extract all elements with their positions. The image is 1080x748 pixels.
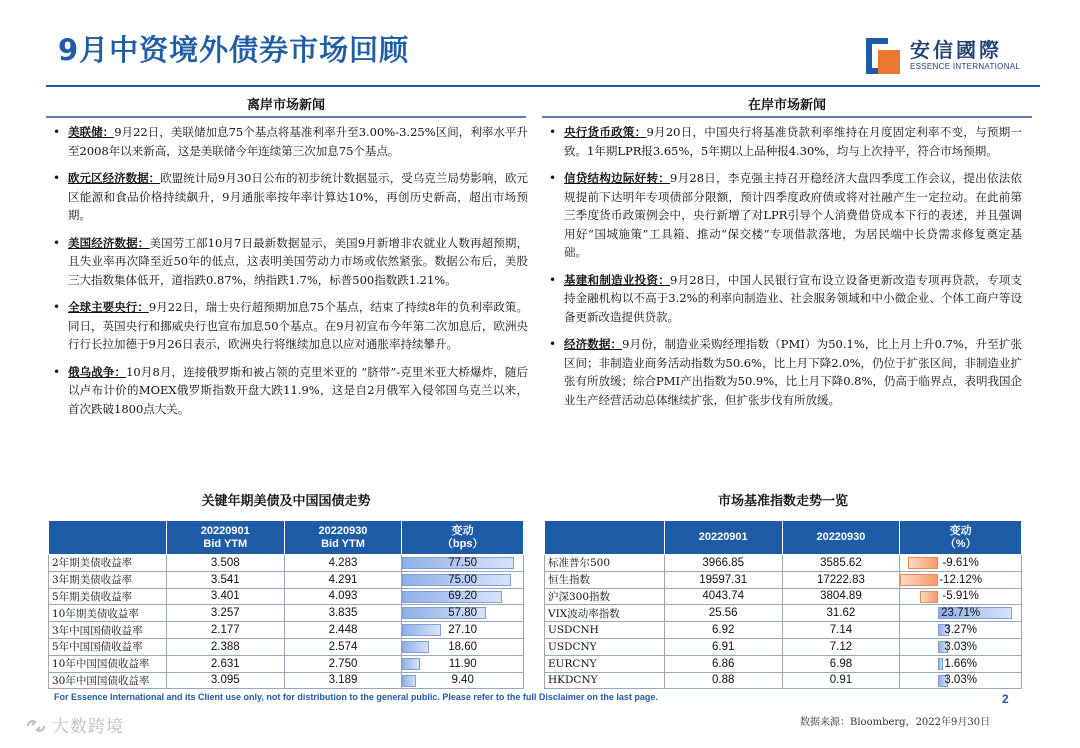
row-change-cell [402,622,524,639]
row-name: 3年期美债收益率 [49,571,167,588]
onshore-heading-rule [542,116,1032,118]
row-change-value: -12.12% [939,573,983,586]
table-row [545,655,1022,672]
row-value-end: 0.91 [782,672,900,689]
brand-logo [866,34,1026,76]
row-name: 2年期美债收益率 [49,555,167,572]
news-item-text: 欧盟统计局9月30日公布的初步统计数据显示，受乌克兰局势影响，欧元区能源和食品价格持续飙升，9月通胀率按年率计算达10%，再创历史新高，超出市场预期。 [68,171,528,222]
table-row [49,555,524,572]
change-bar [402,658,419,670]
news-item-text: 9月28日，李克强主持召开稳经济大盘四季度工作会议，提出依法依规提前下达明年专项债部分限额，预计四季度政府债或将对社融产生一定拉动。在此前第三季度货币政策例会中，央行新增了对LPR引导个人消费借贷成本下行的表述，并且强调用好“国城施策”工具箱、推动“保交楼”专项借款落地，为居民端中长贷需求修复奠定基础。 [564,171,1022,259]
index-header-change: 变动 （%） [900,521,1022,555]
row-value-end: 2.574 [284,638,402,655]
row-change-cell [402,672,524,689]
news-item-label: 信贷结构边际好转： [564,171,670,185]
row-change-value: 3.03% [944,640,977,653]
watermark [24,712,124,737]
change-bar [908,557,938,569]
row-change-value: -5.91% [942,590,979,603]
row-value-end: 7.12 [782,638,900,655]
news-item-text: 9月22日，瑞士央行超预期加息75个基点，结束了持续8年的负利率政策。同日，英国央行和挪威央行也宣布加息50个基点。在9月初宣布今年第二次加息后，欧洲央行行长拉加德于9月26日表示，欧洲央行将继续加息以应对通胀率持续攀升。 [68,300,528,351]
offshore-news-item [48,234,528,290]
row-name: 标准普尔500 [545,555,665,572]
onshore-news-item [544,123,1022,160]
index-header-col1: 20220901 [664,521,782,555]
news-item-label: 央行货币政策： [564,125,647,139]
row-change-value: 27.10 [448,624,478,637]
row-value-end: 7.14 [782,622,900,639]
table-row [545,622,1022,639]
news-item-label: 美联储： [68,125,115,139]
offshore-heading-text: 离岸市场新闻 [246,98,325,113]
table-row [49,638,524,655]
table-row [545,588,1022,605]
offshore-news-item [48,298,528,354]
row-value-start: 3.401 [166,588,284,605]
news-item-label: 俄乌战争： [68,364,127,379]
row-name: 恒生指数 [545,571,665,588]
change-bar [402,675,416,687]
row-name: 5年期美债收益率 [49,588,167,605]
bond-header-name [49,521,167,555]
bond-yield-table [48,520,524,689]
table-row [49,571,524,588]
news-item-label: 基建和制造业投资： [564,272,670,287]
page-number: 2 [1002,692,1009,706]
news-item-text: 9月份，制造业采购经理指数（PMI）为50.1%，比上月上升0.7%，升至扩张区间；非制造业商务活动指数为50.6%，比上月下降2.0%，仍位于扩张区间，非制造业扩张有所放缓；综合PMI产出指数为50.9%，比上月下降0.8%，仍高于临界点，表明我国企业生产经营活动总体继续扩张，但扩张步伐有所放缓。 [564,337,1023,407]
row-value-end: 3.189 [284,672,402,689]
onshore-news-item [544,335,1022,409]
onshore-news-item [544,169,1022,262]
offshore-heading [46,94,526,113]
watermark-text: 大数跨境 [52,717,124,737]
row-value-end: 3804.89 [782,588,900,605]
row-change-cell [900,571,1022,588]
offshore-news-list [48,123,528,427]
row-change-value: 1.66% [944,657,977,670]
row-name: 10年中国国债收益率 [49,655,167,672]
table-row [49,655,524,672]
disclaimer: For Essence International and its Client use only, not for distribution to the general public. Please refer to the full Disclaimer on the last page. [54,692,658,702]
bond-header-change: 变动 （bps） [402,521,524,555]
row-value-start: 6.91 [664,638,782,655]
news-item-label: 欧元区经济数据： [68,171,161,185]
row-name: 5年中国国债收益率 [49,638,167,655]
index-table-title: 市场基准指数走势一览 [717,494,848,509]
row-value-end: 2.448 [284,622,402,639]
row-change-cell [402,605,524,622]
bond-header-col1: 20220901 Bid YTM [166,521,284,555]
row-value-end: 3.835 [284,605,402,622]
change-bar [402,641,429,653]
row-value-start: 4043.74 [664,588,782,605]
index-header-col2: 20220930 [782,521,900,555]
row-value-start: 25.56 [664,605,782,622]
row-value-start: 3966.85 [664,555,782,572]
row-change-cell [900,622,1022,639]
data-source: 数据来源：Bloomberg，2022年9月30日 [800,717,991,728]
brand-subtitle: ESSENCE INTERNATIONAL [910,62,1021,71]
row-name: EURCNY [545,655,665,672]
news-item-text: 9月28日，中国人民银行宣布设立设备更新改造专项再贷款，专项支持金融机构以不高于3.2%的利率向制造业、社会服务领域和中小微企业、个体工商户等设备更新改造提供贷款。 [564,272,1022,324]
news-item-text: 10月8月，连接俄罗斯和被占领的克里米亚的 “脐带”-克里米亚大桥爆炸，随后以卢布计价的MOEX俄罗斯指数开盘大跌11.9%，这是自2月俄军入侵邻国乌克兰以来，首次跌破1800点大关。 [68,364,528,416]
row-value-start: 6.92 [664,622,782,639]
row-value-end: 4.283 [284,555,402,572]
row-change-cell [900,605,1022,622]
table-row [49,622,524,639]
row-change-cell [402,638,524,655]
news-item-label: 美国经济数据： [68,235,150,250]
header-rule [46,85,1040,87]
row-value-start: 2.388 [166,638,284,655]
watermark-logo-icon [24,717,48,735]
bond-header-col2: 20220930 Bid YTM [284,521,402,555]
row-value-start: 2.177 [166,622,284,639]
row-change-value: 18.60 [448,640,478,653]
row-value-start: 2.631 [166,655,284,672]
row-change-cell [900,638,1022,655]
index-table [544,520,1022,689]
news-item-text: 9月20日，中国央行将基准贷款利率维持在月度固定利率不变，与预期一致。1年期LPR报3.65%，5年期以上品种报4.30%，均与上次持平，符合市场预期。 [564,125,1023,158]
row-name: HKDCNY [545,672,665,689]
row-change-value: 11.90 [448,657,477,670]
offshore-heading-rule [46,116,526,118]
row-change-value: -9.61% [942,556,979,569]
row-change-value: 3.27% [944,624,977,637]
row-value-start: 0.88 [664,672,782,689]
row-name: 3年中国国债收益率 [49,622,167,639]
row-value-start: 6.86 [664,655,782,672]
onshore-heading [542,94,1032,113]
change-bar [938,658,943,670]
table-row [49,672,524,689]
news-item-label: 全球主要央行： [68,300,149,314]
index-header-name [545,521,665,555]
row-value-end: 6.98 [782,655,900,672]
row-change-cell [402,655,524,672]
page-title: 9月中资境外债券市场回顾 [58,33,410,67]
offshore-news-item [48,169,528,225]
onshore-heading-text: 在岸市场新闻 [747,98,826,113]
row-change-cell [402,588,524,605]
row-name: 30年中国国债收益率 [49,672,167,689]
row-change-cell [402,571,524,588]
table-row [545,672,1022,689]
row-change-cell [900,672,1022,689]
row-value-start: 3.508 [166,555,284,572]
change-bar [920,591,938,603]
offshore-news-item [48,123,528,160]
change-bar [402,624,441,636]
row-value-end: 31.62 [782,605,900,622]
row-name: 沪深300指数 [545,588,665,605]
onshore-news-item [544,271,1022,327]
row-change-value: 69.20 [448,590,478,603]
row-change-value: 77.50 [448,556,478,569]
row-value-end: 4.291 [284,571,402,588]
table-row [545,605,1022,622]
brand-mark-icon [866,38,900,74]
row-change-cell [900,555,1022,572]
row-value-end: 2.750 [284,655,402,672]
row-value-start: 3.541 [166,571,284,588]
news-item-label: 经济数据： [564,337,623,351]
row-change-value: 57.80 [448,607,478,620]
row-value-start: 19597.31 [664,571,782,588]
row-change-value: 9.40 [451,674,474,687]
row-value-start: 3.095 [166,672,284,689]
row-change-cell [900,588,1022,605]
row-change-cell [900,655,1022,672]
news-item-text: 9月22日，美联储加息75个基点将基准利率升至3.00%-3.25%区间，利率水平升至2008年以来新高，这是美联储今年连续第三次加息75个基点。 [68,125,529,158]
row-change-value: 3.03% [944,674,977,687]
onshore-news-list [544,123,1022,418]
change-bar [900,574,938,586]
row-name: USDCNY [545,638,665,655]
news-item-text: 美国劳工部10月7日最新数据显示，美国9月新增非农就业人数再超预期，且失业率再次降至近50年的低点，这表明美国劳动力市场或依然紧张。数据公布后，美股三大指数集体低开，道指跌0.87%，纳指跌1.7%，标普500指数跌1.21%。 [68,235,529,287]
table-row [545,571,1022,588]
row-value-end: 4.093 [284,588,402,605]
table-row [49,605,524,622]
row-change-value: 23.71% [941,607,981,620]
bond-table-title: 关键年期美债及中国国债走势 [201,494,371,509]
row-value-end: 3585.62 [782,555,900,572]
row-name: 10年期美债收益率 [49,605,167,622]
brand-name: 安信國際 [910,38,1002,62]
table-row [545,555,1022,572]
row-change-cell [402,555,524,572]
row-value-end: 17222.83 [782,571,900,588]
row-name: USDCNH [545,622,665,639]
offshore-news-item [48,363,528,419]
table-row [545,638,1022,655]
table-row [49,588,524,605]
row-value-start: 3.257 [166,605,284,622]
row-name: VIX波动率指数 [545,605,665,622]
row-change-value: 75.00 [448,573,478,586]
